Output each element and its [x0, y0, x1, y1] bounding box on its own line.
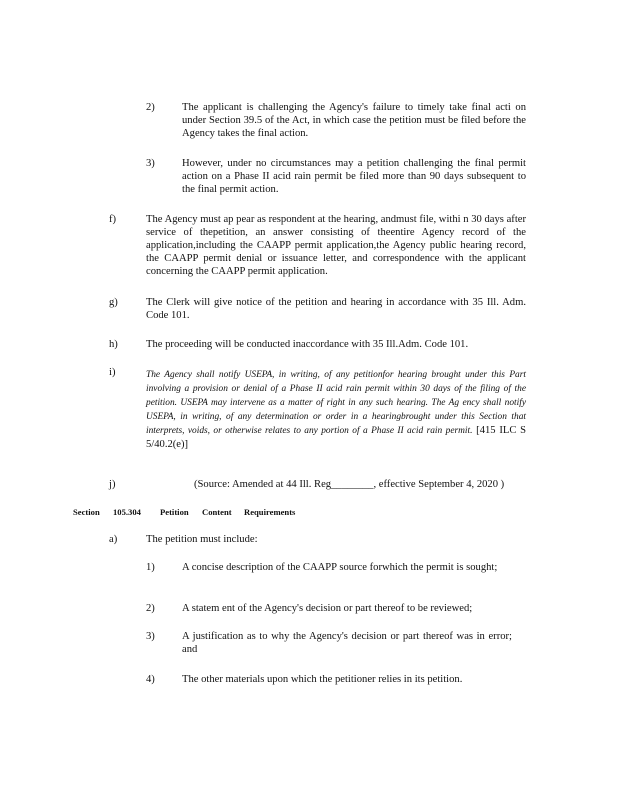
subitem-label: 2) [146, 102, 155, 113]
item-label: h) [109, 339, 118, 350]
section-label: Section [73, 507, 100, 517]
subitem-label: 3) [146, 158, 155, 169]
italic-statutory-text: The Agency shall notify USEPA, in writing, of any petitionfor hearing brought under this Part involving a provision or denial of a Phase II acid rain permit within 30 days of the filing of the petition. USEPA may intervene as a matter of right in any such hearing. The Ag ency shall notify USEPA, in writing, of any determination or order in a hearingbrought under this Section that interprets, voids, or otherwise relates to any portion of a Phase II acid rain permit. [146, 370, 526, 436]
requirement-text: A concise description of the CAAPP source forwhich the permit is sought; [182, 562, 498, 573]
requirement-label: 4) [146, 674, 155, 685]
item-text: The Clerk will give notice of the petition and hearing in accordance with 35 Ill. Adm. Code 101. [146, 297, 526, 321]
item-text: The petition must include: [146, 534, 258, 545]
item-text: The Agency must ap pear as respondent at the hearing, andmust file, withi n 30 days after service of thepetition, an answer consisting of theentire Agency record of the application,including the CAAPP permit application,the Agency public hearing record, the CAAPP permit denial or issuance letter, and correspondence with the applicant concerning the CAAPP permit application. [146, 214, 526, 277]
item-text: The proceeding will be conducted inaccordance with 35 Ill.Adm. Code 101. [146, 339, 469, 350]
requirement-label: 1) [146, 562, 155, 573]
requirement-label: 3) [146, 631, 155, 642]
item-label: j) [109, 479, 116, 490]
requirement-text: A justification as to why the Agency's decision or part thereof was in error; and [182, 631, 512, 655]
section-title-word: Content [202, 507, 232, 517]
item-label: a) [109, 534, 118, 545]
subitem-text: The applicant is challenging the Agency's failure to timely take final acti on under Section 39.5 of the Act, in which case the petition must be filed before the Agency takes the final action. [182, 102, 526, 139]
source-note: (Source: Amended at 44 Ill. Reg________, effective September 4, 2020 ) [194, 479, 505, 490]
item-label: i) [109, 367, 116, 378]
item-label: g) [109, 297, 118, 308]
section-title-word: Petition [160, 507, 189, 517]
requirement-text: The other materials upon which the petitioner relies in its petition. [182, 674, 463, 685]
subitem-text: However, under no circumstances may a petition challenging the final permit action on a Phase II acid rain permit be filed more than 90 days subsequent to the final permit action. [182, 158, 526, 195]
item-label: f) [109, 214, 117, 225]
requirement-text: A statem ent of the Agency's decision or part thereof to be reviewed; [182, 603, 473, 614]
item-text-statutory-quote [146, 368, 526, 451]
requirement-label: 2) [146, 603, 155, 614]
section-number: 105.304 [113, 507, 141, 517]
section-title-word: Requirements [244, 507, 296, 517]
statute-citation: [415 ILC S 5/40.2(e)] [146, 425, 526, 450]
